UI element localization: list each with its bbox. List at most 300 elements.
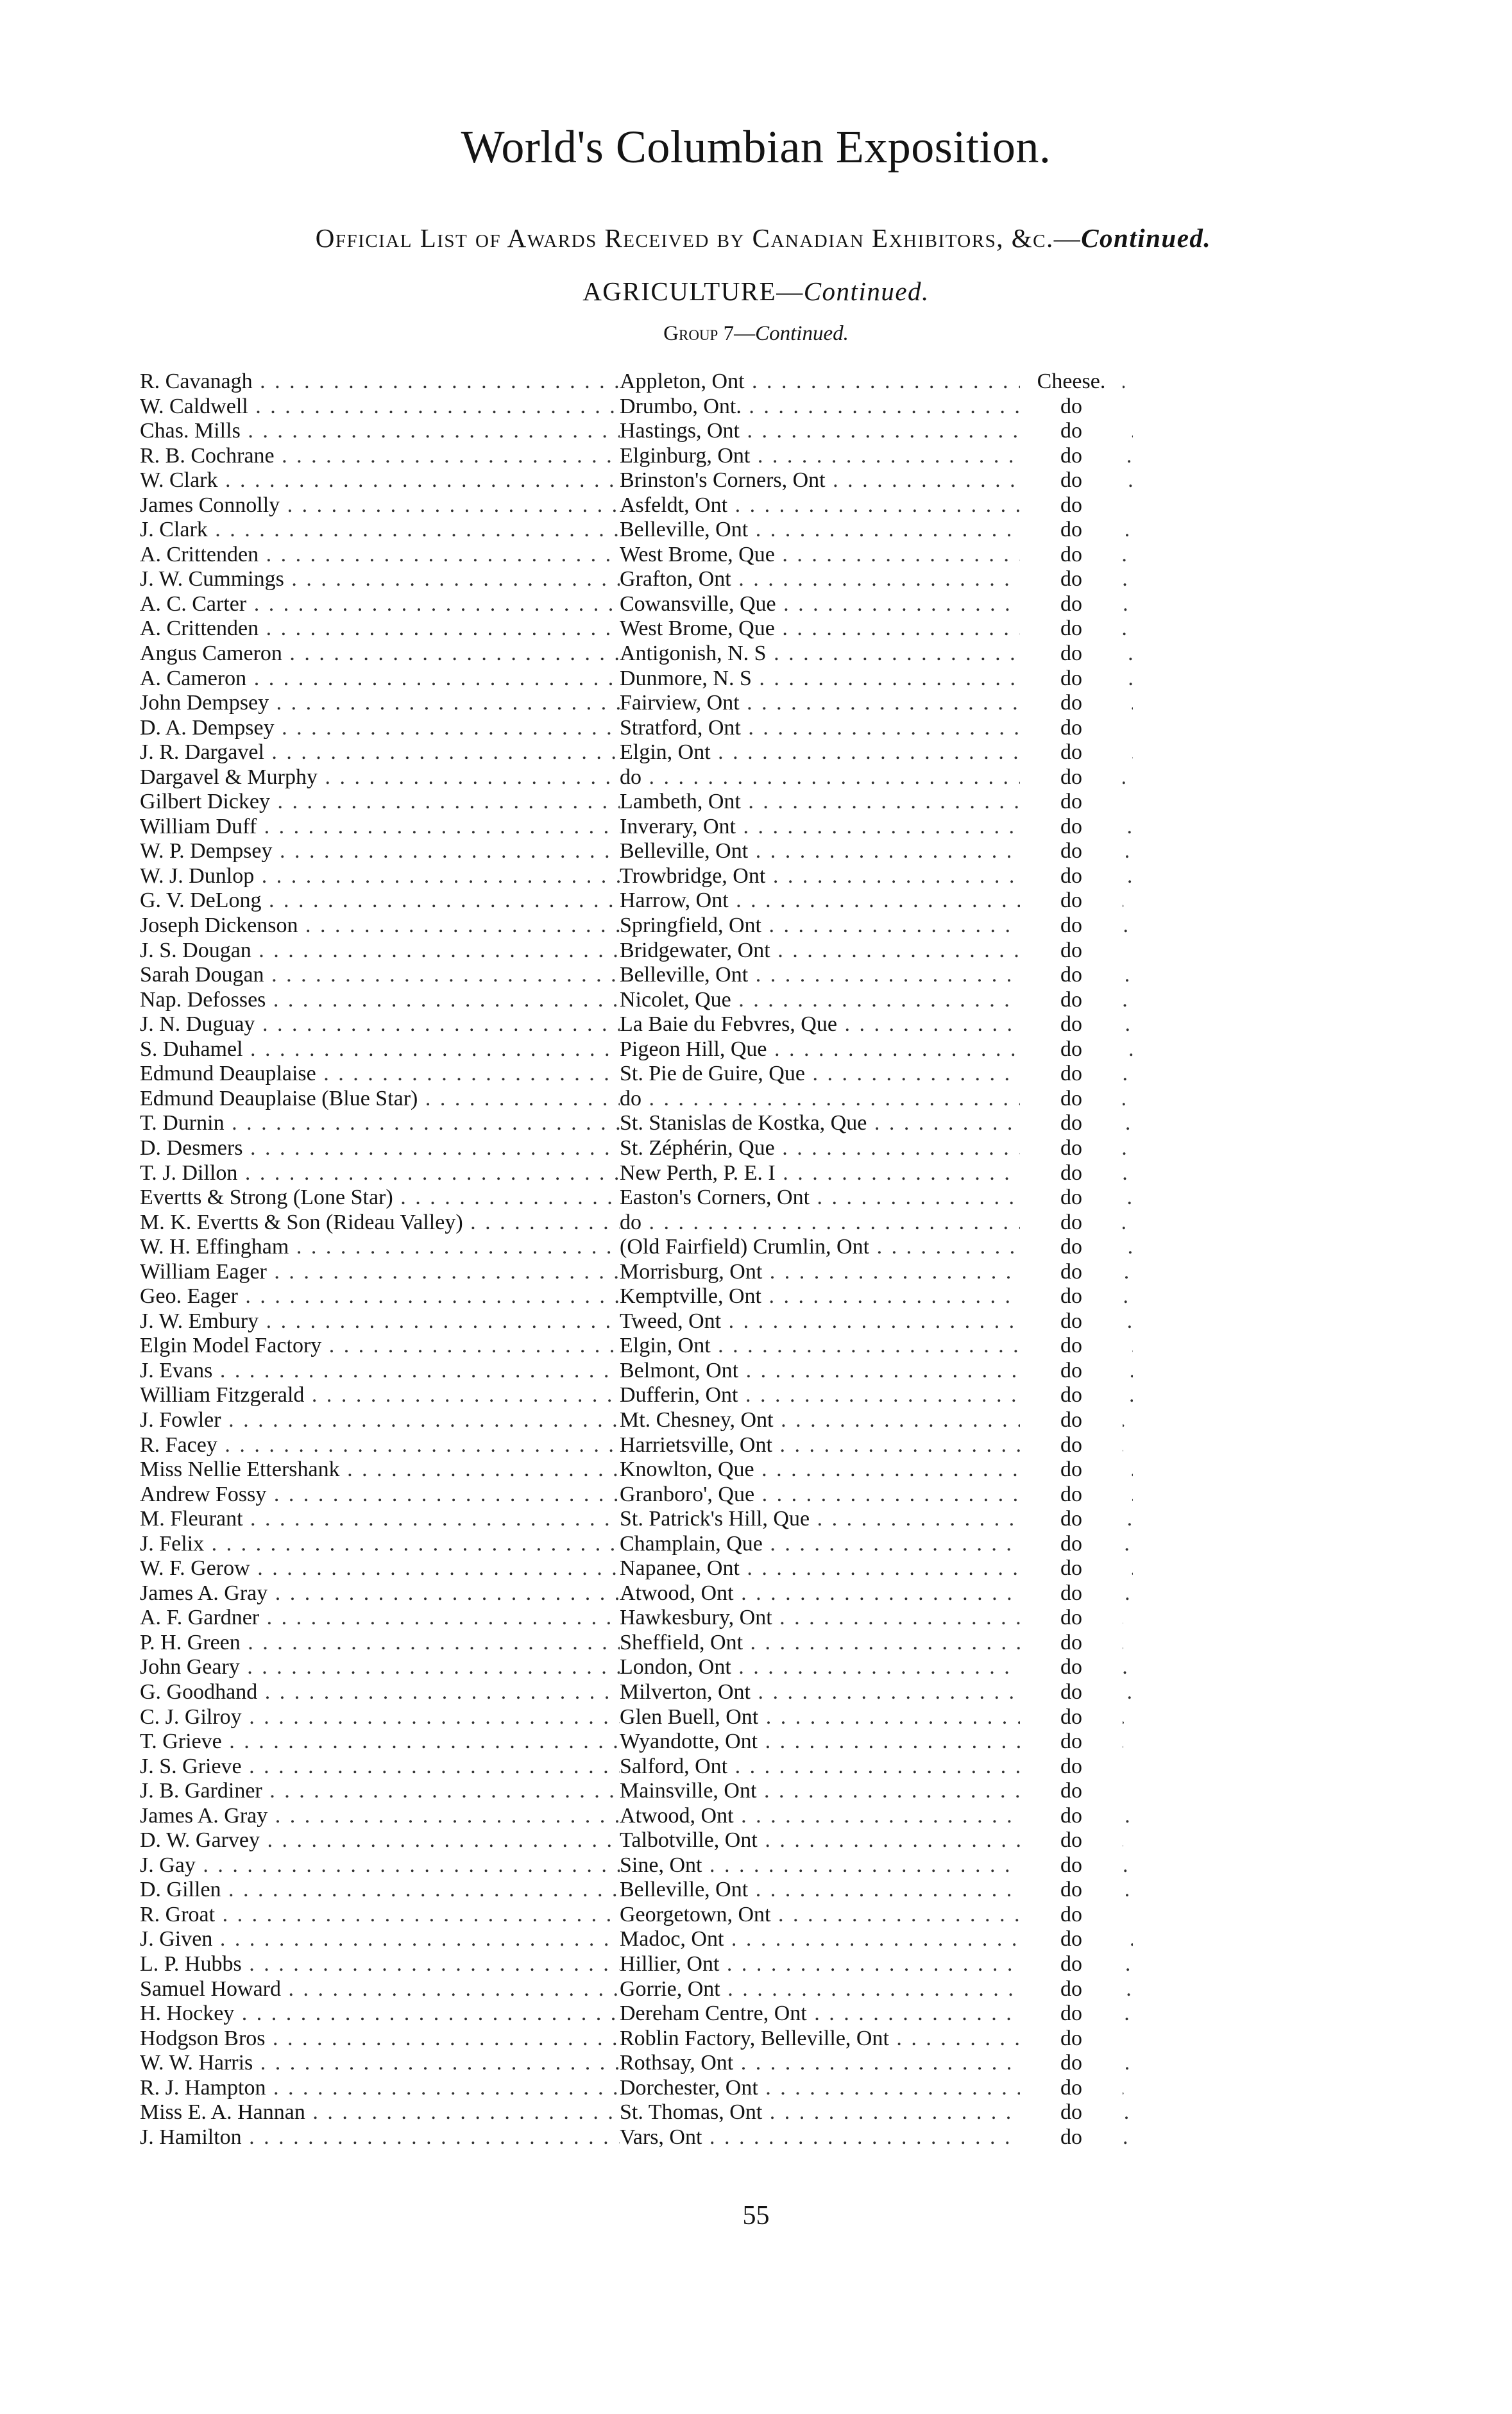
exhibitor-name-text: Sarah Dougan bbox=[140, 963, 264, 987]
award-product: do bbox=[1020, 1655, 1123, 1680]
list-item bbox=[140, 444, 1115, 469]
exhibitor-location-text: Knowlton, Que bbox=[620, 1458, 754, 1482]
list-item bbox=[140, 1136, 1115, 1161]
award-product: do bbox=[1020, 2051, 1123, 2076]
exhibitor-name-text: J. Clark bbox=[140, 518, 208, 542]
exhibitor-location-text: St. Stanislas de Kostka, Que bbox=[620, 1111, 867, 1135]
exhibitor-location-text: La Baie du Febvres, Que bbox=[620, 1012, 837, 1037]
exhibitor-location-text: Springfield, Ont bbox=[620, 914, 761, 938]
exhibitor-location-text: do bbox=[620, 1210, 641, 1234]
list-item bbox=[140, 1507, 1115, 1532]
exhibitor-name-text: R. B. Cochrane bbox=[140, 443, 275, 468]
exhibitor-location-text: St. Patrick's Hill, Que bbox=[620, 1507, 810, 1531]
award-product: do bbox=[1020, 1309, 1123, 1334]
exhibitor-location-text: Lambeth, Ont bbox=[620, 790, 741, 814]
exhibitor-location-text: Elgin, Ont bbox=[620, 1334, 711, 1358]
list-item bbox=[140, 1309, 1115, 1334]
award-product: do bbox=[1020, 2027, 1123, 2052]
award-product: do bbox=[1020, 1433, 1123, 1458]
award-product: do bbox=[1020, 2100, 1123, 2125]
exhibitor-name-text: R. Groat bbox=[140, 1902, 216, 1926]
list-item bbox=[140, 1037, 1115, 1062]
award-product: do bbox=[1020, 1359, 1123, 1384]
exhibitor-name-text: A. C. Carter bbox=[140, 591, 247, 616]
award-product: do bbox=[1020, 493, 1123, 518]
exhibitor-name-text: Gilbert Dickey bbox=[140, 790, 270, 814]
list-item bbox=[140, 988, 1115, 1013]
exhibitor-name-text: W. F. Gerow bbox=[140, 1556, 250, 1581]
award-product: do bbox=[1020, 1952, 1123, 1977]
list-item bbox=[140, 1755, 1115, 1780]
list-item bbox=[140, 963, 1115, 988]
list-item bbox=[140, 1655, 1115, 1680]
exhibitor-name-text: D. W. Garvey bbox=[140, 1828, 260, 1853]
list-item bbox=[140, 2002, 1115, 2027]
list-item bbox=[140, 1186, 1115, 1211]
exhibitor-location-text: Elginburg, Ont bbox=[620, 443, 751, 468]
list-item bbox=[140, 1730, 1115, 1755]
exhibitor-location-text: Dorchester, Ont bbox=[620, 2075, 758, 2100]
exhibitor-location-text: Harrietsville, Ont bbox=[620, 1432, 772, 1457]
exhibitor-location-text: Belleville, Ont bbox=[620, 839, 749, 863]
exhibitor-name-text: J. W. Embury bbox=[140, 1309, 259, 1333]
list-item bbox=[140, 1087, 1115, 1112]
list-item bbox=[140, 419, 1115, 444]
award-product: do bbox=[1020, 1211, 1123, 1236]
award-product: do bbox=[1020, 518, 1123, 543]
exhibitor-name-text: William Eager bbox=[140, 1259, 267, 1284]
exhibitor-name-text: A. F. Gardner bbox=[140, 1606, 260, 1630]
exhibitor-name-text: D. Gillen bbox=[140, 1878, 221, 1902]
list-item bbox=[140, 1631, 1115, 1656]
list-item bbox=[140, 765, 1115, 790]
exhibitor-location-text: Napanee, Ont bbox=[620, 1556, 740, 1581]
list-item bbox=[140, 395, 1115, 420]
exhibitor-location-text: Easton's Corners, Ont bbox=[620, 1186, 810, 1210]
list-item bbox=[140, 1334, 1115, 1359]
award-product: do bbox=[1020, 1755, 1123, 1780]
exhibitor-location-text: Belmont, Ont bbox=[620, 1358, 739, 1382]
exhibitor-name-text: J. W. Cummings bbox=[140, 567, 284, 591]
award-product: do bbox=[1020, 1260, 1123, 1285]
award-product: do bbox=[1020, 740, 1123, 765]
exhibitor-name-text: R. Facey bbox=[140, 1432, 217, 1457]
list-item bbox=[140, 1927, 1115, 1952]
list-item bbox=[140, 914, 1115, 939]
exhibitor-name-text: Angus Cameron bbox=[140, 642, 282, 666]
exhibitor-location-text: Fairview, Ont bbox=[620, 691, 740, 715]
list-item bbox=[140, 1977, 1115, 2002]
list-subtitle bbox=[135, 223, 1392, 253]
exhibitor-location-text: Stratford, Ont bbox=[620, 715, 741, 740]
list-item bbox=[140, 2100, 1115, 2125]
list-item bbox=[140, 1853, 1115, 1878]
group-heading bbox=[0, 322, 1512, 346]
award-product: do bbox=[1020, 716, 1123, 741]
exhibitor-location-text: Hastings, Ont bbox=[620, 419, 740, 443]
section-name: AGRICULTURE— bbox=[582, 276, 804, 306]
section-heading bbox=[0, 276, 1512, 307]
exhibitor-name-text: D. A. Dempsey bbox=[140, 715, 275, 740]
exhibitor-name-text: J. R. Dargavel bbox=[140, 740, 264, 765]
award-product: do bbox=[1020, 988, 1123, 1013]
list-item bbox=[140, 543, 1115, 568]
exhibitor-name-text: William Duff bbox=[140, 814, 257, 838]
award-product: do bbox=[1020, 1186, 1123, 1211]
exhibitor-location-text: Nicolet, Que bbox=[620, 987, 731, 1012]
exhibitor-location-text: Glen Buell, Ont bbox=[620, 1704, 759, 1729]
exhibitor-location-text: Harrow, Ont bbox=[620, 888, 729, 913]
award-product: do bbox=[1020, 1804, 1123, 1829]
exhibitor-location-text: St. Pie de Guire, Que bbox=[620, 1062, 805, 1086]
exhibitor-name-text: T. Durnin bbox=[140, 1111, 225, 1135]
exhibitor-location-text: Vars, Ont bbox=[620, 2125, 702, 2149]
award-product: do bbox=[1020, 1483, 1123, 1508]
award-product: do bbox=[1020, 1680, 1123, 1705]
award-product: do bbox=[1020, 395, 1123, 420]
exhibitor-name-text: W. Clark bbox=[140, 468, 218, 493]
exhibitor-location-text: Asfeldt, Ont bbox=[620, 493, 728, 517]
list-item bbox=[140, 1161, 1115, 1186]
exhibitor-location-text: Inverary, Ont bbox=[620, 814, 736, 838]
award-product: do bbox=[1020, 2125, 1123, 2150]
exhibitor-name-text: Edmund Deauplaise bbox=[140, 1062, 316, 1086]
list-item bbox=[140, 1878, 1115, 1903]
exhibitor-name-text: A. Crittenden bbox=[140, 542, 259, 566]
award-product: do bbox=[1020, 1408, 1123, 1433]
exhibitor-name-text: J. Gay bbox=[140, 1853, 196, 1877]
award-product: do bbox=[1020, 1903, 1123, 1928]
exhibitor-name-text: J. S. Grieve bbox=[140, 1754, 242, 1778]
list-item bbox=[140, 1952, 1115, 1977]
award-product: do bbox=[1020, 543, 1123, 568]
exhibitor-name-text: Chas. Mills bbox=[140, 419, 241, 443]
list-item bbox=[140, 1581, 1115, 1606]
list-item bbox=[140, 839, 1115, 864]
exhibitor-location-text: Rothsay, Ont bbox=[620, 2051, 734, 2075]
award-product: do bbox=[1020, 1111, 1123, 1136]
award-product: do bbox=[1020, 790, 1123, 815]
exhibitor-location-text: St. Thomas, Ont bbox=[620, 2100, 763, 2125]
award-product: do bbox=[1020, 888, 1123, 914]
exhibitor-location-text: West Brome, Que bbox=[620, 616, 775, 641]
list-item bbox=[140, 642, 1115, 667]
list-item bbox=[140, 1111, 1115, 1136]
list-item bbox=[140, 1284, 1115, 1309]
exhibitor-location-text: Granboro', Que bbox=[620, 1482, 755, 1506]
exhibitor-location-text: Mt. Chesney, Ont bbox=[620, 1407, 774, 1432]
subtitle-continued: Continued. bbox=[1081, 223, 1212, 253]
list-item bbox=[140, 740, 1115, 765]
exhibitor-location-text: Hawkesbury, Ont bbox=[620, 1606, 772, 1630]
exhibitor-location-text: Dunmore, N. S bbox=[620, 666, 752, 690]
exhibitor-name-text: Nap. Defosses bbox=[140, 987, 266, 1012]
award-product: do bbox=[1020, 1458, 1123, 1483]
exhibitor-name-text: T. Grieve bbox=[140, 1730, 222, 1754]
exhibitor-name-text: W. P. Dempsey bbox=[140, 839, 273, 863]
exhibitor-location-text: St. Zéphérin, Que bbox=[620, 1135, 775, 1160]
list-item bbox=[140, 1705, 1115, 1730]
exhibitor-name-text: W. J. Dunlop bbox=[140, 863, 255, 888]
exhibitor-name-text: R. Cavanagh bbox=[140, 370, 253, 393]
exhibitor-location-text: Sheffield, Ont bbox=[620, 1630, 743, 1654]
exhibitor-name-text: J. Felix bbox=[140, 1531, 205, 1556]
award-product: do bbox=[1020, 839, 1123, 864]
group-continued: Continued. bbox=[755, 322, 849, 345]
list-item bbox=[140, 592, 1115, 617]
award-product: do bbox=[1020, 2002, 1123, 2027]
exhibitor-location-text: (Old Fairfield) Crumlin, Ont bbox=[620, 1235, 870, 1259]
exhibitor-location-text: Pigeon Hill, Que bbox=[620, 1037, 767, 1061]
exhibitor-name-text: J. S. Dougan bbox=[140, 938, 251, 962]
award-product: do bbox=[1020, 1012, 1123, 1037]
list-item bbox=[140, 518, 1115, 543]
list-item bbox=[140, 2076, 1115, 2101]
exhibitor-name-text: Edmund Deauplaise (Blue Star) bbox=[140, 1086, 418, 1110]
award-product: do bbox=[1020, 1136, 1123, 1161]
exhibitor-location-text: Belleville, Ont bbox=[620, 963, 749, 987]
page-number: 55 bbox=[742, 2201, 770, 2231]
list-item bbox=[140, 2051, 1115, 2076]
exhibitor-name-text: J. Fowler bbox=[140, 1407, 221, 1432]
list-item bbox=[140, 493, 1115, 518]
list-item bbox=[140, 2027, 1115, 2052]
exhibitor-name-text: M. K. Evertts & Son (Rideau Valley) bbox=[140, 1210, 463, 1234]
exhibitor-location-text: Atwood, Ont bbox=[620, 1803, 734, 1828]
exhibitor-name-text: J. N. Duguay bbox=[140, 1012, 255, 1037]
exhibitor-name-text: John Dempsey bbox=[140, 691, 269, 715]
award-product: do bbox=[1020, 691, 1123, 716]
list-item bbox=[140, 1235, 1115, 1260]
award-product: do bbox=[1020, 815, 1123, 840]
exhibitor-location-text: Milverton, Ont bbox=[620, 1679, 751, 1704]
exhibitor-name-text: L. P. Hubbs bbox=[140, 1952, 242, 1976]
award-product: do bbox=[1020, 939, 1123, 964]
award-product: do bbox=[1020, 1878, 1123, 1903]
award-product: do bbox=[1020, 1556, 1123, 1581]
exhibitor-name-text: G. Goodhand bbox=[140, 1679, 258, 1704]
award-product: do bbox=[1020, 864, 1123, 889]
award-product: do bbox=[1020, 1062, 1123, 1087]
list-item bbox=[140, 616, 1115, 642]
exhibitor-location-text: do bbox=[620, 1086, 641, 1110]
exhibitor-name-text: Samuel Howard bbox=[140, 1976, 282, 2001]
list-item bbox=[140, 716, 1115, 741]
award-product: do bbox=[1020, 1853, 1123, 1878]
award-product: do bbox=[1020, 1581, 1123, 1606]
award-product: do bbox=[1020, 914, 1123, 939]
group-name: Group 7— bbox=[663, 322, 756, 345]
exhibitor-location-text: Bridgewater, Ont bbox=[620, 938, 770, 962]
exhibitor-name-text: Evertts & Strong (Lone Star) bbox=[140, 1186, 393, 1210]
list-item bbox=[140, 1012, 1115, 1037]
list-item bbox=[140, 815, 1115, 840]
exhibitor-name-text: J. Given bbox=[140, 1927, 213, 1951]
award-product: do bbox=[1020, 1828, 1123, 1853]
exhibitor-name-text: James Connolly bbox=[140, 493, 280, 517]
award-product: do bbox=[1020, 765, 1123, 790]
exhibitor-location-text: Champlain, Que bbox=[620, 1531, 763, 1556]
list-item bbox=[140, 1383, 1115, 1408]
exhibitor-name-text: C. J. Gilroy bbox=[140, 1704, 242, 1729]
list-item bbox=[140, 1260, 1115, 1285]
award-product: do bbox=[1020, 1507, 1123, 1532]
award-product: do bbox=[1020, 1977, 1123, 2002]
exhibitor-name-text: Geo. Eager bbox=[140, 1284, 238, 1309]
awards-list bbox=[140, 370, 1115, 2150]
exhibitor-location-text: Antigonish, N. S bbox=[620, 642, 767, 666]
exhibitor-location-text: Madoc, Ont bbox=[620, 1927, 724, 1951]
award-product: do bbox=[1020, 1606, 1123, 1631]
exhibitor-name-text: W. Caldwell bbox=[140, 394, 248, 418]
award-product: do bbox=[1020, 963, 1123, 988]
award-product: do bbox=[1020, 1334, 1123, 1359]
list-item bbox=[140, 1408, 1115, 1433]
list-item bbox=[140, 1458, 1115, 1483]
award-product: do bbox=[1020, 1927, 1123, 1952]
exhibitor-name-text: Dargavel & Murphy bbox=[140, 765, 318, 789]
list-item bbox=[140, 691, 1115, 716]
exhibitor-name-text: R. J. Hampton bbox=[140, 2075, 266, 2100]
exhibitor-location-text: Tweed, Ont bbox=[620, 1309, 722, 1333]
exhibitor-name-text: Hodgson Bros bbox=[140, 2026, 266, 2050]
exhibitor-location-text: Mainsville, Ont bbox=[620, 1779, 757, 1803]
award-product: do bbox=[1020, 592, 1123, 617]
list-item bbox=[140, 888, 1115, 914]
exhibitor-name-text: Miss E. A. Hannan bbox=[140, 2100, 305, 2125]
exhibitor-name-text: S. Duhamel bbox=[140, 1037, 243, 1061]
section-continued: Continued. bbox=[803, 276, 930, 306]
list-item bbox=[140, 939, 1115, 964]
exhibitor-location-text: Roblin Factory, Belleville, Ont bbox=[620, 2026, 889, 2050]
award-product: do bbox=[1020, 1779, 1123, 1804]
exhibitor-location-text: Salford, Ont bbox=[620, 1754, 728, 1778]
exhibitor-location-text: Atwood, Ont bbox=[620, 1581, 734, 1605]
exhibitor-location-text: Georgetown, Ont bbox=[620, 1902, 771, 1926]
award-product: do bbox=[1020, 1705, 1123, 1730]
exhibitor-location-text: Kemptville, Ont bbox=[620, 1284, 761, 1309]
exhibitor-name-text: James A. Gray bbox=[140, 1803, 268, 1828]
exhibitor-location-text: Appleton, Ont bbox=[620, 370, 745, 393]
exhibitor-name-text: J. Evans bbox=[140, 1358, 213, 1382]
award-product: do bbox=[1020, 419, 1123, 444]
exhibitor-location-text: Elgin, Ont bbox=[620, 740, 711, 765]
list-item bbox=[140, 1779, 1115, 1804]
exhibitor-location-text: do bbox=[620, 765, 641, 789]
exhibitor-name-text: T. J. Dillon bbox=[140, 1160, 238, 1185]
exhibitor-name-text: W. H. Effingham bbox=[140, 1235, 289, 1259]
exhibitor-name-text: Miss Nellie Ettershank bbox=[140, 1458, 340, 1482]
list-item bbox=[140, 1483, 1115, 1508]
award-product: do bbox=[1020, 616, 1123, 642]
list-item bbox=[140, 1062, 1115, 1087]
exhibitor-name-text: D. Desmers bbox=[140, 1135, 243, 1160]
award-product: do bbox=[1020, 1284, 1123, 1309]
list-item bbox=[140, 864, 1115, 889]
exhibitor-location-text: Wyandotte, Ont bbox=[620, 1730, 758, 1754]
exhibitor-location-text: Cowansville, Que bbox=[620, 591, 776, 616]
exhibitor-location-text: Brinston's Corners, Ont bbox=[620, 468, 826, 493]
award-product: do bbox=[1020, 1161, 1123, 1186]
exhibitor-location-text: Dufferin, Ont bbox=[620, 1383, 738, 1407]
exhibitor-name-text: William Fitzgerald bbox=[140, 1383, 305, 1407]
list-item bbox=[140, 1433, 1115, 1458]
award-product: do bbox=[1020, 642, 1123, 667]
exhibitor-name-text: H. Hockey bbox=[140, 2002, 235, 2026]
list-item bbox=[140, 1359, 1115, 1384]
award-product: do bbox=[1020, 1532, 1123, 1557]
list-item bbox=[140, 1556, 1115, 1581]
exhibitor-location-text: Grafton, Ont bbox=[620, 567, 731, 591]
page-title: World's Columbian Exposition. bbox=[461, 121, 1051, 173]
list-item bbox=[140, 1211, 1115, 1236]
exhibitor-location-text: Belleville, Ont bbox=[620, 518, 749, 542]
subtitle-text: Official List of Awards Received by Canadian Exhibitors, &c.— bbox=[315, 223, 1082, 253]
list-item bbox=[140, 790, 1115, 815]
exhibitor-name-text: Elgin Model Factory bbox=[140, 1334, 322, 1358]
exhibitor-name-text: J. B. Gardiner bbox=[140, 1779, 262, 1803]
award-product: do bbox=[1020, 1383, 1123, 1408]
exhibitor-location-text: Sine, Ont bbox=[620, 1853, 702, 1877]
award-product: do bbox=[1020, 667, 1123, 692]
exhibitor-location-text: Hillier, Ont bbox=[620, 1952, 720, 1976]
award-product: do bbox=[1020, 1037, 1123, 1062]
list-item bbox=[140, 370, 1115, 395]
award-product: do bbox=[1020, 468, 1123, 493]
exhibitor-location-text: Dereham Centre, Ont bbox=[620, 2002, 807, 2026]
exhibitor-name-text: A. Cameron bbox=[140, 666, 247, 690]
exhibitor-name-text: G. V. DeLong bbox=[140, 888, 262, 913]
exhibitor-location-text: Gorrie, Ont bbox=[620, 1976, 720, 2001]
award-product: do bbox=[1020, 1087, 1123, 1112]
exhibitor-location-text: New Perth, P. E. I bbox=[620, 1160, 776, 1185]
list-item bbox=[140, 468, 1115, 493]
exhibitor-name-text: James A. Gray bbox=[140, 1581, 268, 1605]
exhibitor-location-text: Morrisburg, Ont bbox=[620, 1259, 763, 1284]
exhibitor-location-text: West Brome, Que bbox=[620, 542, 775, 566]
exhibitor-location-text: Trowbridge, Ont bbox=[620, 863, 766, 888]
award-product: do bbox=[1020, 444, 1123, 469]
exhibitor-name-text: Joseph Dickenson bbox=[140, 914, 298, 938]
exhibitor-name-text: J. Hamilton bbox=[140, 2125, 242, 2149]
list-item bbox=[140, 1606, 1115, 1631]
award-product: do bbox=[1020, 1631, 1123, 1656]
exhibitor-name-text: A. Crittenden bbox=[140, 616, 259, 641]
award-product: do bbox=[1020, 567, 1123, 592]
exhibitor-location-text: Drumbo, Ont. bbox=[620, 394, 742, 418]
list-item bbox=[140, 1532, 1115, 1557]
list-item bbox=[140, 667, 1115, 692]
award-product: do bbox=[1020, 1730, 1123, 1755]
exhibitor-name-text: John Geary bbox=[140, 1655, 240, 1679]
exhibitor-location-text: London, Ont bbox=[620, 1655, 731, 1679]
award-product: Cheese. bbox=[1020, 370, 1123, 395]
list-item bbox=[140, 2125, 1115, 2150]
list-item bbox=[140, 567, 1115, 592]
list-item bbox=[140, 1804, 1115, 1829]
exhibitor-name-text: Andrew Fossy bbox=[140, 1482, 267, 1506]
list-item bbox=[140, 1680, 1115, 1705]
award-product: do bbox=[1020, 1235, 1123, 1260]
exhibitor-name-text: P. H. Green bbox=[140, 1630, 241, 1654]
list-item bbox=[140, 1903, 1115, 1928]
exhibitor-name-text: M. Fleurant bbox=[140, 1507, 243, 1531]
exhibitor-name-text: W. W. Harris bbox=[140, 2051, 253, 2075]
exhibitor-location-text: Talbotville, Ont bbox=[620, 1828, 758, 1853]
list-item bbox=[140, 1828, 1115, 1853]
exhibitor-location-text: Belleville, Ont bbox=[620, 1878, 749, 1902]
award-product: do bbox=[1020, 2076, 1123, 2101]
